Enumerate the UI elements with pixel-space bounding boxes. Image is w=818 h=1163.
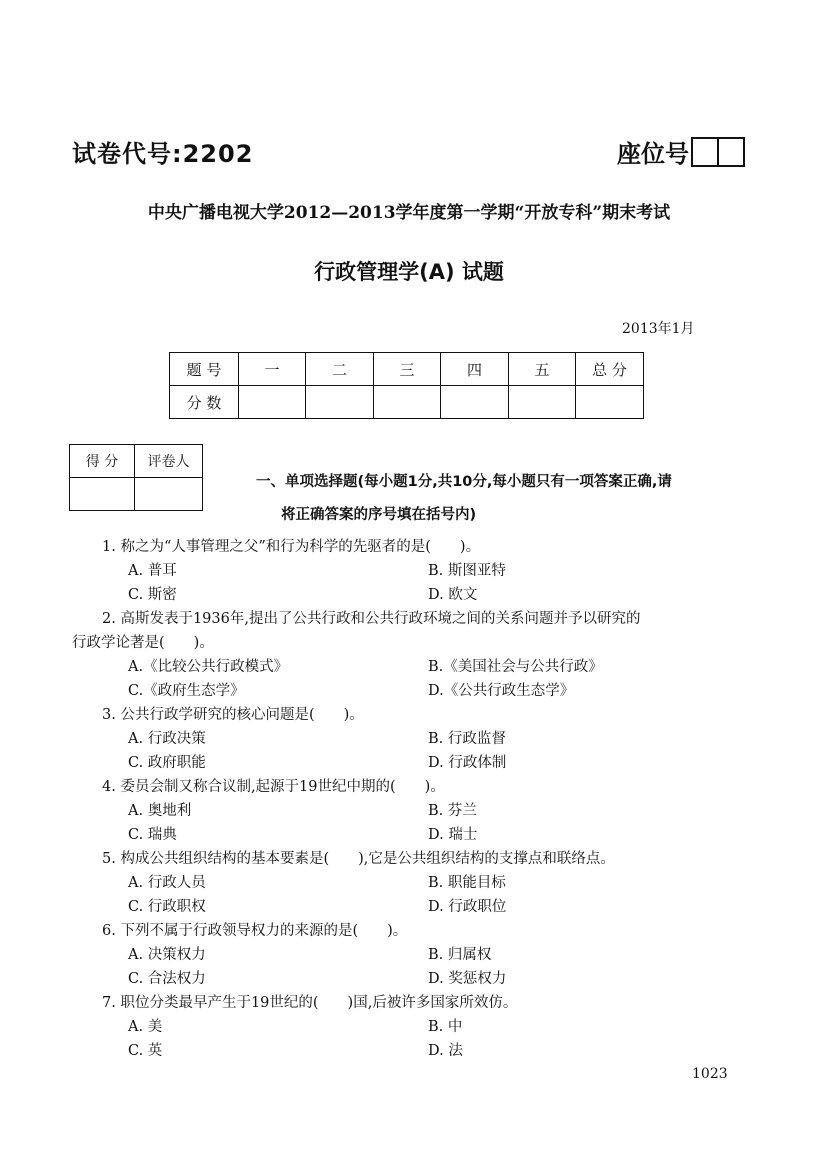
grader-box-cell: 得 分 — [70, 445, 135, 478]
grader-box-cell: 评卷人 — [135, 445, 203, 478]
option: B.《美国社会与公共行政》 — [428, 659, 603, 675]
seat-box — [691, 137, 719, 167]
option: C. 英 — [128, 1043, 163, 1059]
score-table-cell: 二 — [306, 353, 374, 386]
option: A. 美 — [128, 1019, 163, 1035]
option: C. 瑞典 — [128, 827, 177, 843]
score-table-score-row — [170, 386, 644, 419]
score-table-cell: 题 号 — [170, 353, 239, 386]
question-text: 4. 委员会制又称合议制,起源于19世纪中期的( )。 — [102, 779, 445, 795]
section-heading — [256, 466, 751, 532]
page-number: 1023 — [692, 1066, 728, 1082]
option: C.《政府生态学》 — [128, 683, 245, 699]
seat-number-boxes — [691, 137, 745, 167]
option: D.《公共行政生态学》 — [428, 683, 575, 699]
option: D. 欧文 — [428, 587, 478, 603]
question-text: 7. 职位分类最早产生于19世纪的( )国,后被许多国家所效仿。 — [102, 995, 518, 1011]
score-entry-cell[interactable] — [374, 386, 441, 419]
question-text-continued: 行政学论著是( )。 — [72, 635, 214, 651]
grader-box-header-row — [70, 445, 203, 478]
question-text: 1. 称之为“人事管理之父”和行为科学的先驱者的是( )。 — [102, 539, 481, 555]
paper-title: 行政管理学(A) 试题 — [314, 260, 504, 284]
option: A. 行政人员 — [128, 875, 206, 891]
option: C. 斯密 — [128, 587, 177, 603]
score-entry-cell[interactable] — [239, 386, 306, 419]
option: D. 行政体制 — [428, 755, 507, 771]
section-heading-line: 一、单项选择题(每小题1分,共10分,每小题只有一项答案正确,请 — [256, 474, 672, 490]
option: B. 职能目标 — [428, 875, 506, 891]
option: D. 奖惩权力 — [428, 971, 507, 987]
score-entry-cell[interactable] — [509, 386, 576, 419]
grader-box — [69, 444, 203, 511]
score-entry-cell[interactable] — [306, 386, 374, 419]
option: A. 奥地利 — [128, 803, 192, 819]
option: B. 斯图亚特 — [428, 563, 506, 579]
exam-date: 2013年1月 — [622, 321, 695, 337]
option: B. 归属权 — [428, 947, 492, 963]
grader-name-entry[interactable] — [135, 478, 203, 511]
grader-box-entry-row — [70, 478, 203, 511]
option: B. 行政监督 — [428, 731, 506, 747]
question-text: 6. 下列不属于行政领导权力的来源的是( )。 — [102, 923, 408, 939]
option: C. 行政职权 — [128, 899, 206, 915]
question-text: 3. 公共行政学研究的核心问题是( )。 — [102, 707, 364, 723]
option: A. 决策权力 — [128, 947, 206, 963]
seat-number — [617, 134, 745, 169]
option: A. 普耳 — [128, 563, 177, 579]
question-text: 5. 构成公共组织结构的基本要素是( ),它是公共组织结构的支撑点和联络点。 — [102, 851, 615, 867]
exam-title: 中央广播电视大学2012—2013学年度第一学期“开放专科”期末考试 — [147, 203, 671, 223]
option: D. 行政职位 — [428, 899, 507, 915]
score-table-cell: 三 — [374, 353, 441, 386]
score-entry-cell[interactable] — [576, 386, 644, 419]
score-table-cell: 四 — [441, 353, 509, 386]
option: D. 法 — [428, 1043, 463, 1059]
option: C. 合法权力 — [128, 971, 206, 987]
seat-number-label: 座位号 — [617, 140, 689, 168]
paper-code: 试卷代号:2202 — [72, 140, 254, 168]
score-table — [169, 352, 644, 419]
score-table-cell: 一 — [239, 353, 306, 386]
option: A.《比较公共行政模式》 — [128, 659, 289, 675]
option: D. 瑞士 — [428, 827, 478, 843]
score-table-cell: 总 分 — [576, 353, 644, 386]
option: B. 中 — [428, 1019, 463, 1035]
score-table-cell: 五 — [509, 353, 576, 386]
option: A. 行政决策 — [128, 731, 206, 747]
score-entry-cell[interactable] — [441, 386, 509, 419]
option: C. 政府职能 — [128, 755, 206, 771]
section-heading-line: 将正确答案的序号填在括号内) — [281, 507, 477, 523]
score-table-header-row — [170, 353, 644, 386]
score-table-cell: 分 数 — [170, 386, 239, 419]
grader-score-entry[interactable] — [70, 478, 135, 511]
seat-box — [719, 137, 745, 167]
option: B. 芬兰 — [428, 803, 477, 819]
question-text: 2. 高斯发表于1936年,提出了公共行政和公共行政环境之间的关系问题并予以研究的 — [102, 611, 641, 627]
